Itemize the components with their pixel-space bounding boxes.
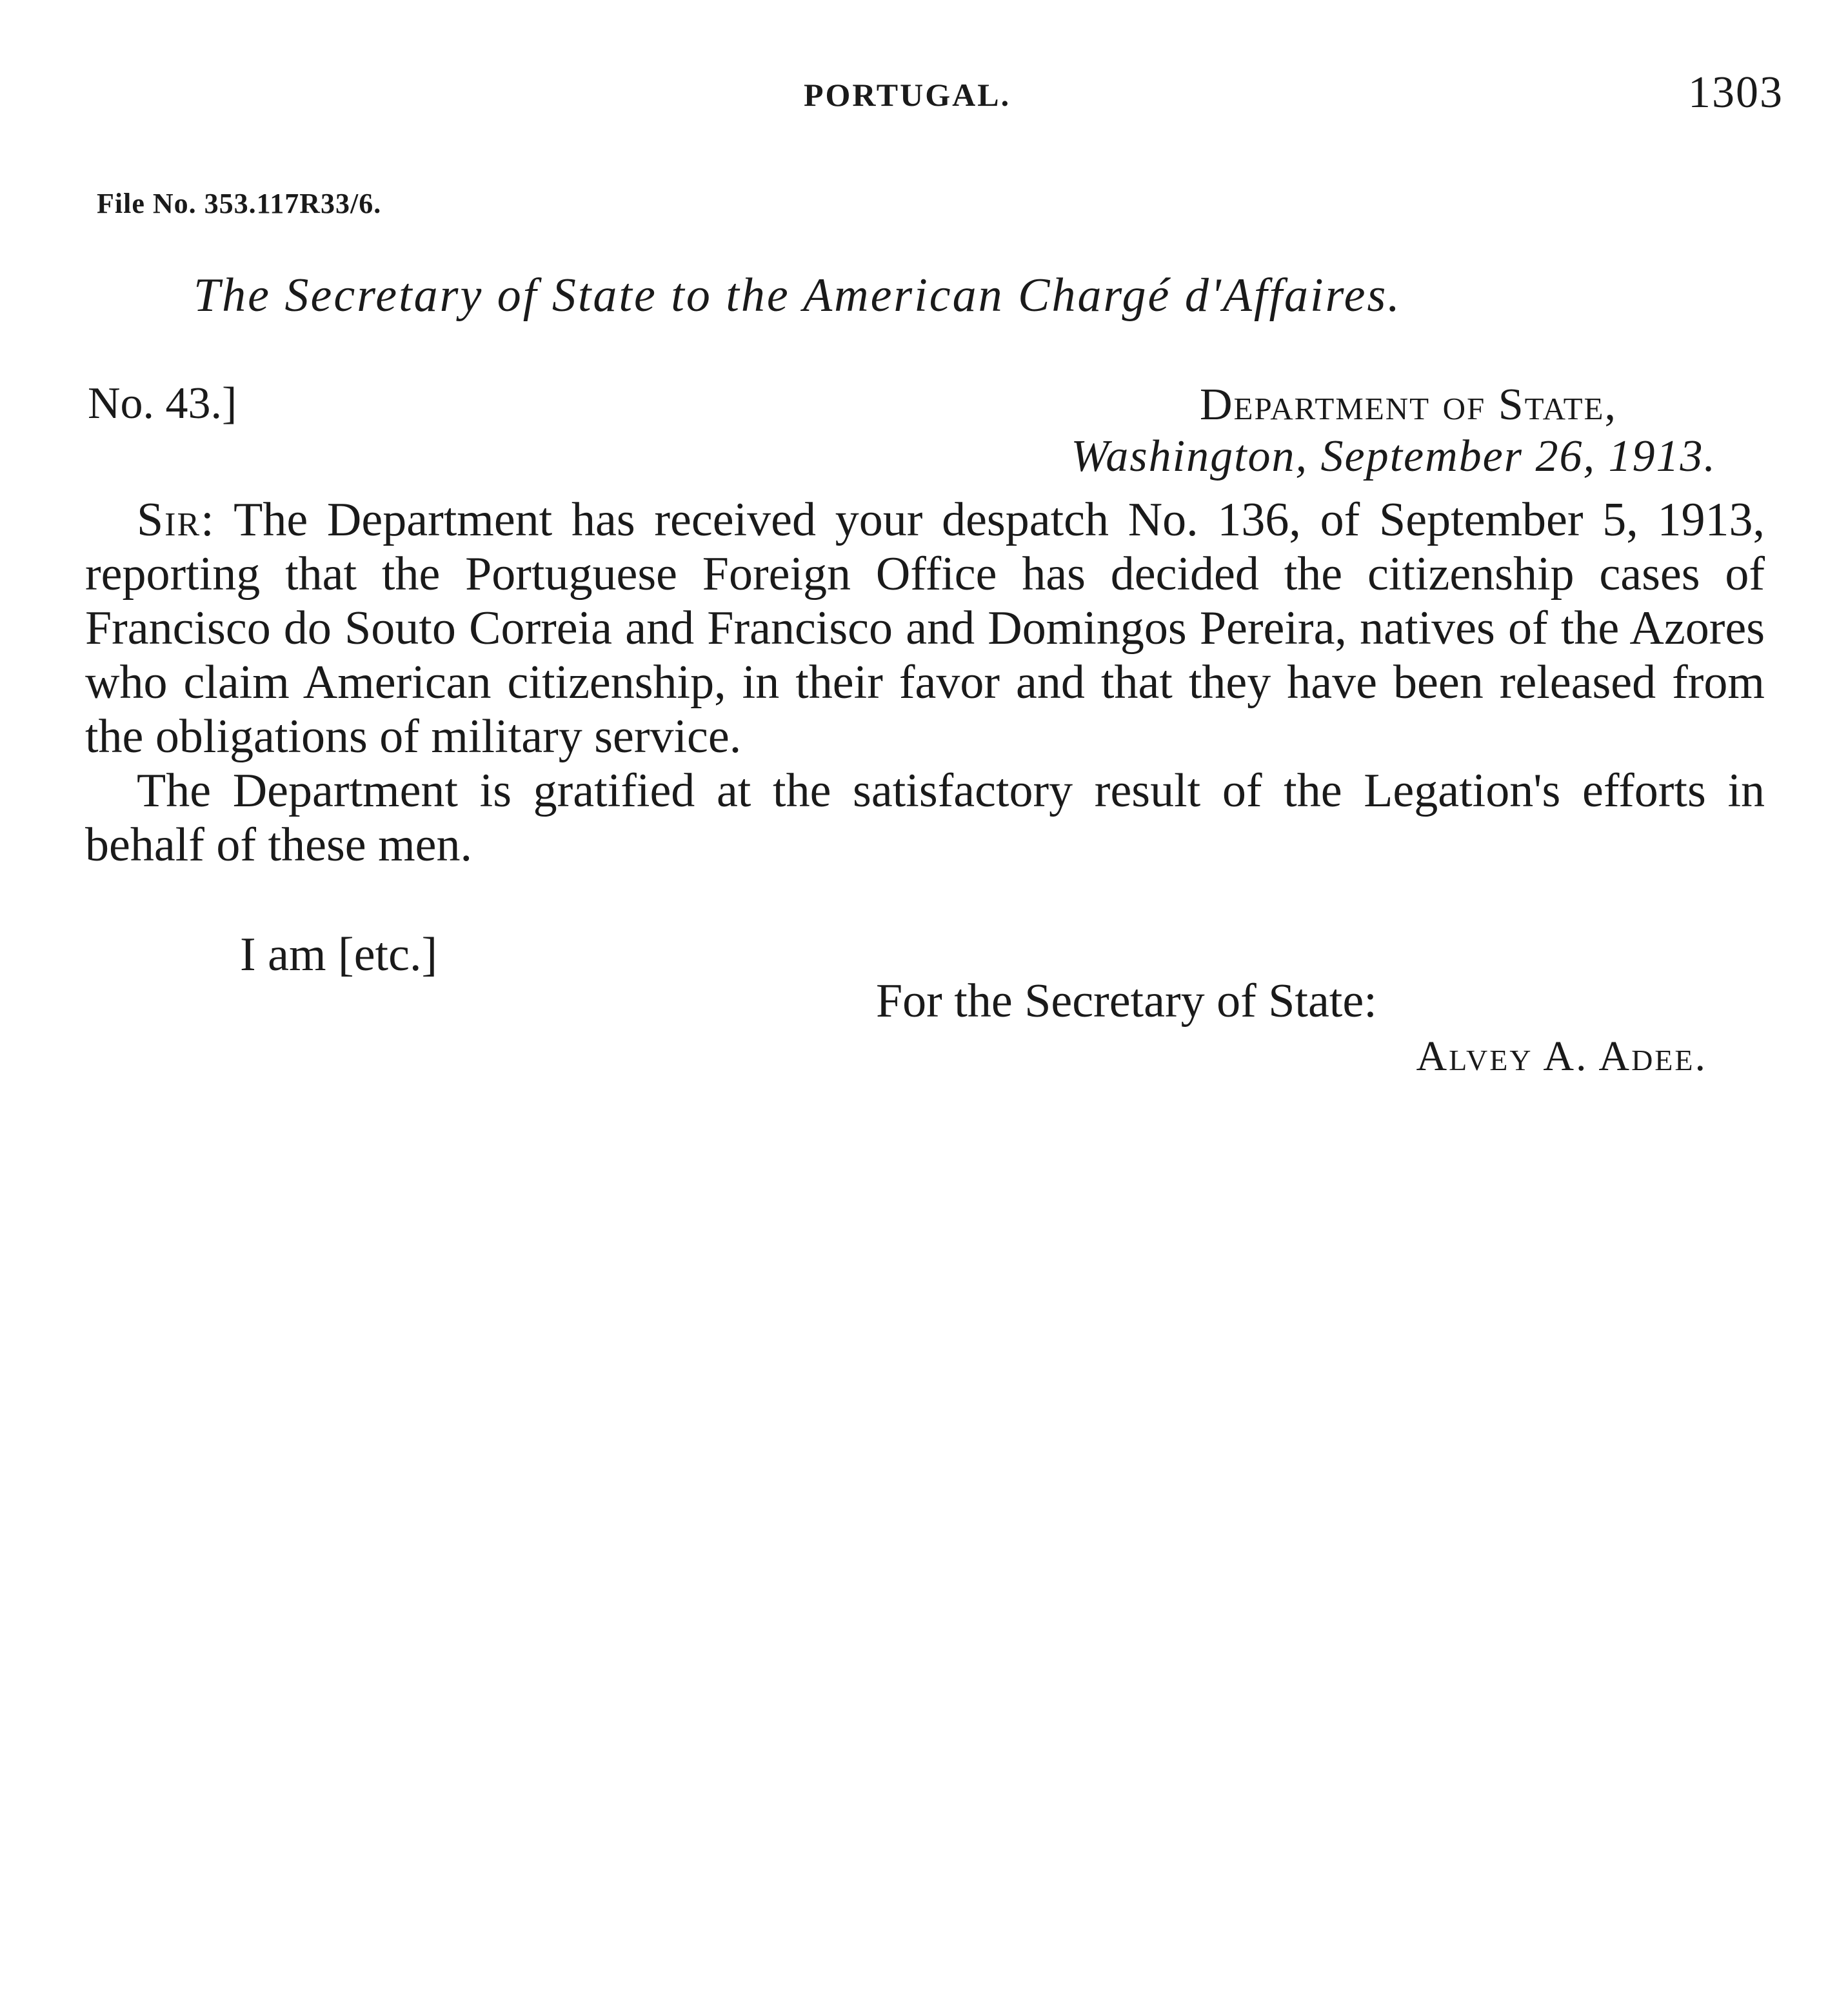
running-head: PORTUGAL. <box>804 77 1011 113</box>
body-paragraph-1 <box>85 493 1765 764</box>
department-line: Department of State, <box>1199 380 1617 430</box>
signature-name: Alvey A. Adee. <box>1416 1033 1707 1080</box>
document-heading: The Secretary of State to the American Chargé d'Affaires. <box>194 269 1402 322</box>
body-paragraph-2: The Department is gratified at the satisfactory result of the Legation's efforts in behalf of these men. <box>85 764 1765 871</box>
letter-body <box>85 493 1765 872</box>
paragraph-1-text: The Department has received your despatch No. 136, of September 5, 1913, reporting that the Portuguese Foreign Office has decided the citizenship cases of Francisco do Souto Correia and Francisco and Domingos Pereira, natives of the Azores who claim American citizenship, in their favor and that they have been released from the obligations of military service. <box>85 493 1765 763</box>
page-number: 1303 <box>1688 68 1783 117</box>
place-date-line: Washington, September 26, 1913. <box>1071 432 1716 481</box>
file-number: File No. 353.117R33/6. <box>97 188 382 219</box>
closing-line: I am [etc.] <box>240 928 438 981</box>
salutation: Sir: <box>137 493 215 546</box>
despatch-number: No. 43.] <box>88 379 237 428</box>
signature-for-line: For the Secretary of State: <box>876 975 1377 1028</box>
